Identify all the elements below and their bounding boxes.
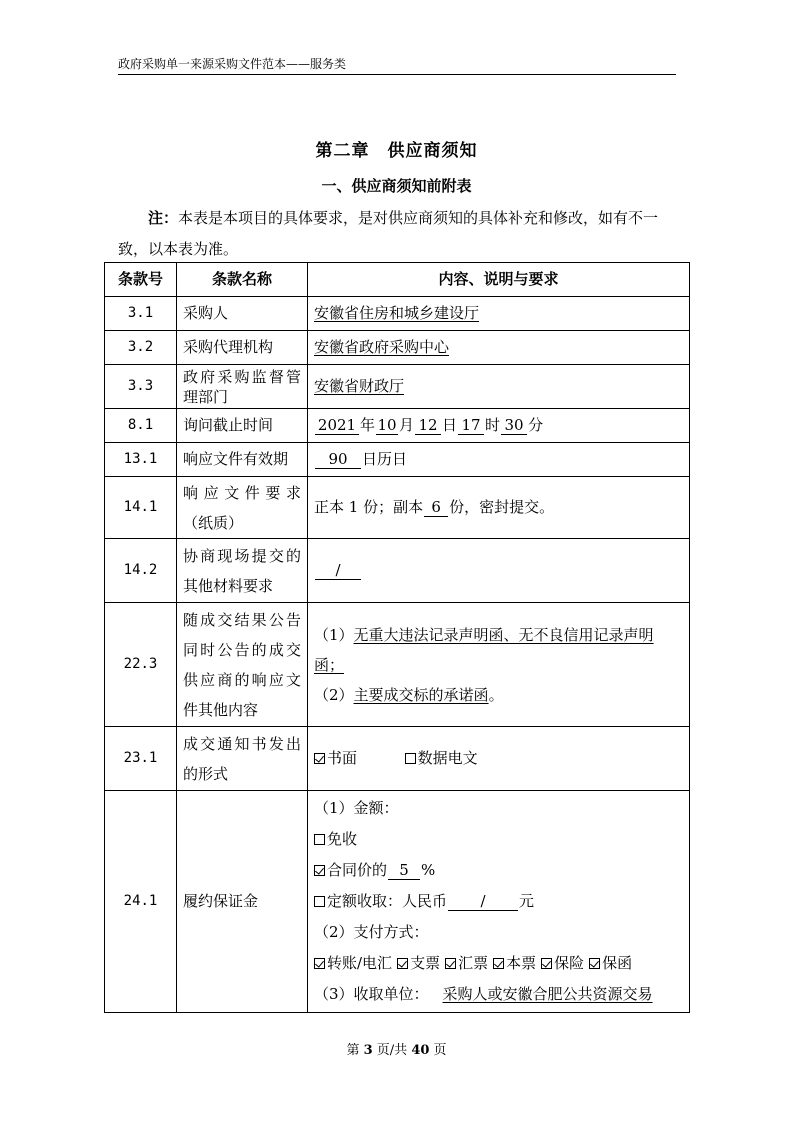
receiver-value: 采购人或安徽合肥公共资源交易 — [442, 985, 653, 1003]
bond-option-fixed[interactable]: 定额收取：人民币 / 元 — [314, 886, 683, 917]
notice-form — [308, 727, 690, 791]
receiver-line: （3）收取单位： 采购人或安徽合肥公共资源交易 — [314, 985, 653, 1003]
notice-form-written[interactable]: 书面 — [314, 749, 357, 767]
clause-name: 采购代理机构 — [177, 331, 308, 365]
deadline-year: 2021 — [315, 416, 359, 435]
supervisor-value: 安徽省财政厅 — [308, 365, 690, 409]
bond-percent-value: 5 — [388, 861, 420, 880]
clause-name: 响应文件要求（纸质） — [177, 477, 308, 539]
clause-number: 3.1 — [105, 297, 177, 331]
deadline-hour: 17 — [458, 416, 484, 435]
table-row — [105, 365, 690, 409]
other-materials-value: / — [315, 561, 361, 580]
table-row — [105, 477, 690, 539]
clause-name: 采购人 — [177, 297, 308, 331]
payment-option-cheque[interactable]: 支票 — [397, 954, 440, 972]
clause-number: 24.1 — [105, 791, 177, 1013]
header-clause-no: 条款号 — [105, 263, 177, 297]
page-total: 40 — [411, 1043, 430, 1058]
running-header: 政府采购单一来源采购文件范本——服务类 — [118, 56, 676, 75]
clause-number: 3.2 — [105, 331, 177, 365]
deadline-month: 10 — [377, 416, 397, 434]
payment-option-transfer[interactable]: 转账/电汇 — [314, 954, 392, 972]
clause-name: 响应文件有效期 — [177, 443, 308, 477]
clause-number: 23.1 — [105, 727, 177, 791]
header-content: 内容、说明与要求 — [308, 263, 690, 297]
supplier-notice-table — [104, 262, 690, 1013]
table-row — [105, 539, 690, 603]
unchecked-checkbox-icon[interactable] — [314, 834, 325, 845]
bond-amount-label: （1）金额： — [314, 799, 399, 817]
note-text: 本表是本项目的具体要求，是对供应商须知的具体补充和修改，如有不一致，以本表为准。 — [118, 209, 659, 258]
other-materials — [308, 539, 690, 603]
header-clause-name: 条款名称 — [177, 263, 308, 297]
clause-name: 成交通知书发出的形式 — [177, 727, 308, 791]
agency-value: 安徽省政府采购中心 — [308, 331, 690, 365]
clause-number: 14.2 — [105, 539, 177, 603]
bond-option-percent[interactable]: 合同价的 5 % — [314, 855, 683, 886]
table-row — [105, 603, 690, 727]
page-footer: 第 3 页/共 40 页 — [346, 1043, 447, 1058]
payment-option-draft[interactable]: 汇票 — [445, 954, 488, 972]
clause-name: 询问截止时间 — [177, 409, 308, 443]
table-row — [105, 331, 690, 365]
payment-methods — [314, 948, 683, 979]
deadline-day: 12 — [415, 416, 441, 435]
table-row — [105, 409, 690, 443]
page-number: 3 — [363, 1043, 373, 1058]
payment-option-promissory[interactable]: 本票 — [493, 954, 536, 972]
copies-count: 6 — [424, 498, 448, 517]
checked-checkbox-icon[interactable] — [314, 753, 325, 764]
published-content — [308, 603, 690, 727]
unchecked-checkbox-icon[interactable] — [314, 896, 325, 907]
validity-days: 90 — [315, 450, 361, 469]
clause-name: 政府采购监督管理部门 — [177, 365, 308, 409]
chapter-title: 第二章 供应商须知 — [315, 141, 478, 161]
checked-checkbox-icon[interactable] — [314, 958, 325, 969]
bond-fixed-value: / — [448, 892, 518, 911]
section-title: 一、供应商须知前附表 — [321, 177, 472, 195]
table-header-row — [105, 263, 690, 297]
checked-checkbox-icon[interactable] — [589, 958, 600, 969]
unchecked-checkbox-icon[interactable] — [405, 753, 416, 764]
table-row — [105, 297, 690, 331]
clause-name: 履约保证金 — [177, 791, 308, 1013]
table-row — [105, 791, 690, 1013]
inquiry-deadline: 2021 年 10 月 12 日 17 时 30 分 — [308, 409, 690, 443]
clause-number: 22.3 — [105, 603, 177, 727]
deadline-minute: 30 — [501, 416, 527, 435]
note-label: 注： — [148, 209, 179, 227]
checked-checkbox-icon[interactable] — [493, 958, 504, 969]
clause-number: 3.3 — [105, 365, 177, 409]
notice-form-electronic[interactable]: 数据电文 — [405, 749, 478, 767]
clause-number: 14.1 — [105, 477, 177, 539]
table-row — [105, 443, 690, 477]
purchaser-value: 安徽省住房和城乡建设厅 — [308, 297, 690, 331]
document-requirements: 正本 1 份；副本 6 份，密封提交。 — [308, 477, 690, 539]
bond-option-free[interactable]: 免收 — [314, 824, 683, 855]
checked-checkbox-icon[interactable] — [541, 958, 552, 969]
clause-number: 8.1 — [105, 409, 177, 443]
table-row — [105, 727, 690, 791]
clause-name: 随成交结果公告同时公告的成交供应商的响应文件其他内容 — [177, 603, 308, 727]
validity-period: 90 日历日 — [308, 443, 690, 477]
clause-name: 协商现场提交的其他材料要求 — [177, 539, 308, 603]
clause-number: 13.1 — [105, 443, 177, 477]
published-item-2: （2）主要成交标的承诺函。 — [314, 685, 504, 704]
checked-checkbox-icon[interactable] — [445, 958, 456, 969]
performance-bond — [308, 791, 690, 1013]
payment-option-guarantee[interactable]: 保函 — [589, 954, 632, 972]
note-paragraph — [118, 203, 684, 265]
payment-option-insurance[interactable]: 保险 — [541, 954, 584, 972]
checked-checkbox-icon[interactable] — [397, 958, 408, 969]
published-item-1: （1）无重大违法记录声明函、无不良信用记录声明函； — [314, 625, 654, 674]
checked-checkbox-icon[interactable] — [314, 865, 325, 876]
payment-method-label: （2）支付方式： — [314, 923, 429, 941]
